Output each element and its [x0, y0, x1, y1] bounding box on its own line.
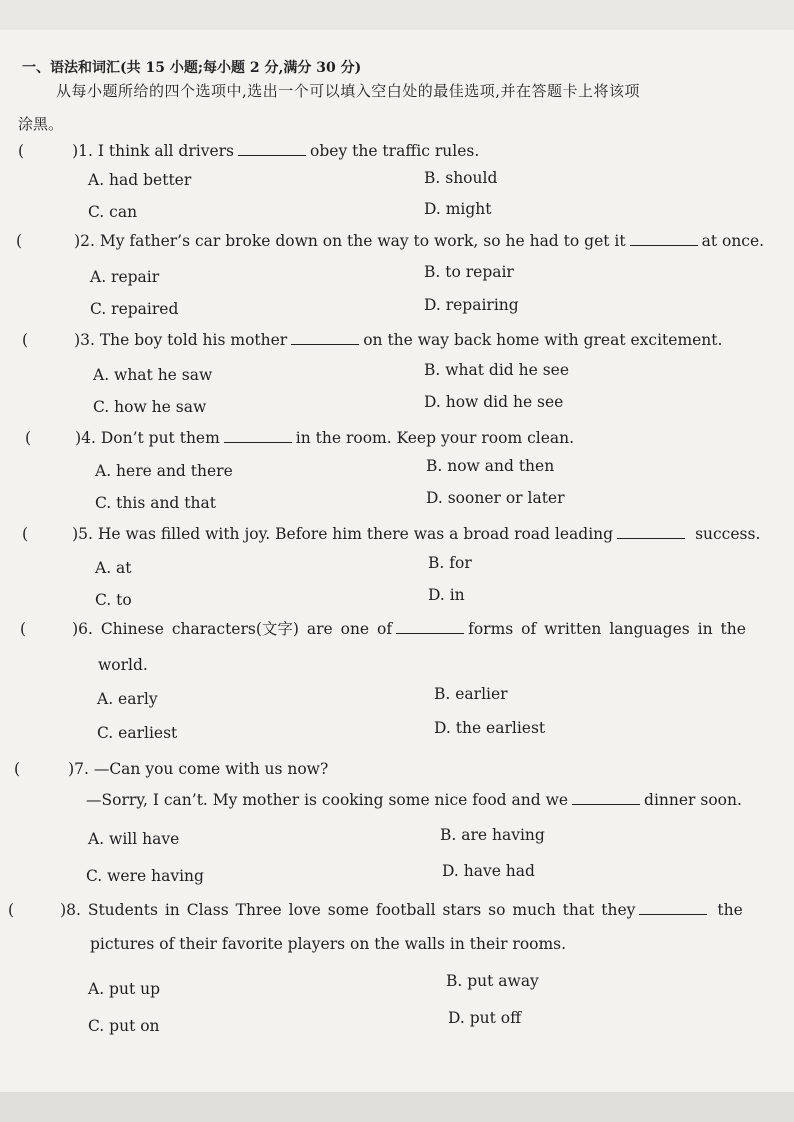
- question-7-reply-end: dinner soon.: [644, 791, 742, 809]
- q8-option-b[interactable]: B. put away: [446, 972, 539, 990]
- answer-blank[interactable]: [238, 141, 306, 156]
- background-surface: [0, 1092, 794, 1122]
- question-8-continuation: pictures of their favorite players on the walls in their rooms.: [90, 935, 567, 953]
- paren-open: (: [22, 331, 29, 349]
- question-2: [16, 231, 764, 250]
- q8-option-c[interactable]: C. put on: [88, 1017, 160, 1035]
- question-6-text: )6. Chinese characters(文字) are one of: [72, 620, 393, 638]
- answer-blank[interactable]: [291, 330, 359, 345]
- q3-option-a[interactable]: A. what he saw: [93, 366, 213, 384]
- question-6: [20, 617, 746, 639]
- question-4: [25, 428, 574, 447]
- answer-blank[interactable]: [630, 231, 698, 246]
- question-1-text: )1. I think all drivers: [72, 142, 235, 160]
- q7-option-a[interactable]: A. will have: [88, 830, 180, 848]
- q4-option-c[interactable]: C. this and that: [95, 494, 216, 512]
- q7-option-c[interactable]: C. were having: [86, 867, 204, 885]
- question-6-text-end: forms of written languages in the: [468, 620, 746, 638]
- q1-option-b[interactable]: B. should: [424, 169, 498, 187]
- q4-option-d[interactable]: D. sooner or later: [426, 489, 565, 507]
- q2-option-b[interactable]: B. to repair: [424, 263, 514, 281]
- q7-option-b[interactable]: B. are having: [440, 826, 545, 844]
- question-5-text: )5. He was filled with joy. Before him there was a broad road leading: [72, 525, 614, 543]
- q4-option-a[interactable]: A. here and there: [95, 462, 233, 480]
- q1-option-d[interactable]: D. might: [424, 200, 492, 218]
- q5-option-a[interactable]: A. at: [95, 559, 132, 577]
- q3-option-b[interactable]: B. what did he see: [424, 361, 570, 379]
- question-7: [14, 760, 328, 778]
- q3-option-c[interactable]: C. how he saw: [93, 398, 207, 416]
- question-7-text: )7. —Can you come with us now?: [68, 760, 329, 778]
- answer-blank[interactable]: [572, 790, 640, 805]
- paren-open: (: [16, 232, 23, 250]
- q5-option-b[interactable]: B. for: [428, 554, 472, 572]
- q4-option-b[interactable]: B. now and then: [426, 457, 555, 475]
- answer-blank[interactable]: [617, 524, 685, 539]
- q5-option-d[interactable]: D. in: [428, 586, 465, 604]
- q2-option-d[interactable]: D. repairing: [424, 296, 519, 314]
- paren-open: (: [22, 525, 29, 543]
- question-2-text-end: at once.: [701, 232, 765, 250]
- question-6-continuation: world.: [98, 656, 148, 674]
- paren-open: (: [18, 142, 25, 160]
- q8-option-a[interactable]: A. put up: [88, 980, 161, 998]
- instruction-line-2: 涂黑。: [18, 115, 64, 133]
- q1-option-c[interactable]: C. can: [88, 203, 138, 221]
- question-2-text: )2. My father’s car broke down on the way to work, so he had to get it: [74, 232, 626, 250]
- answer-blank[interactable]: [224, 428, 292, 443]
- question-1: [18, 141, 479, 160]
- paren-open: (: [25, 429, 32, 447]
- q6-option-c[interactable]: C. earliest: [97, 724, 178, 742]
- section-title: 一、语法和词汇(共 15 小题;每小题 2 分,满分 30 分): [22, 60, 362, 76]
- question-1-text-end: obey the traffic rules.: [310, 142, 480, 160]
- question-8: [8, 900, 743, 919]
- instruction-line-1: 从每小题所给的四个选项中,选出一个可以填入空白处的最佳选项,并在答题卡上将该项: [56, 82, 641, 100]
- q2-option-a[interactable]: A. repair: [90, 268, 160, 286]
- question-5: [22, 524, 760, 543]
- question-5-text-end: success.: [695, 525, 761, 543]
- q2-option-c[interactable]: C. repaired: [90, 300, 179, 318]
- paren-open: (: [20, 620, 27, 638]
- question-4-text-end: in the room. Keep your room clean.: [295, 429, 575, 447]
- q7-option-d[interactable]: D. have had: [442, 862, 535, 880]
- question-3: [22, 330, 722, 349]
- question-8-text-end: the: [717, 901, 743, 919]
- q6-option-d[interactable]: D. the earliest: [434, 719, 546, 737]
- answer-blank[interactable]: [639, 900, 707, 915]
- question-4-text: )4. Don’t put them: [75, 429, 220, 447]
- q8-option-d[interactable]: D. put off: [448, 1009, 522, 1027]
- question-7-reply-text: —Sorry, I can’t. My mother is cooking some nice food and we: [86, 791, 569, 809]
- q6-option-b[interactable]: B. earlier: [434, 685, 508, 703]
- q1-option-a[interactable]: A. had better: [88, 171, 192, 189]
- paren-open: (: [14, 760, 21, 778]
- answer-blank[interactable]: [396, 619, 464, 634]
- question-3-text: )3. The boy told his mother: [74, 331, 288, 349]
- question-3-text-end: on the way back home with great excitement.: [363, 331, 723, 349]
- q3-option-d[interactable]: D. how did he see: [424, 393, 564, 411]
- q6-option-a[interactable]: A. early: [97, 690, 158, 708]
- question-8-text: )8. Students in Class Three love some football stars so much that they: [60, 901, 636, 919]
- question-7-reply: [86, 790, 742, 809]
- q5-option-c[interactable]: C. to: [95, 591, 132, 609]
- paren-open: (: [8, 901, 15, 919]
